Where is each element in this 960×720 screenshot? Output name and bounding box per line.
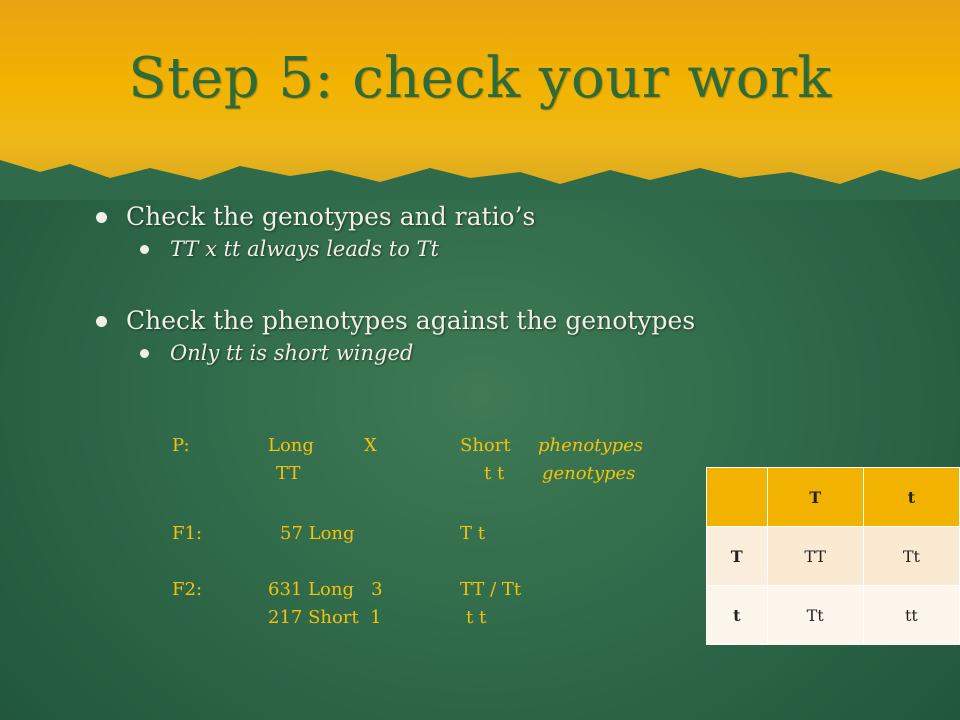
- punnett-row: [707, 586, 960, 645]
- f2-genotype-dominant: TT / Tt: [460, 579, 522, 600]
- bullet-dot-icon: [96, 212, 107, 223]
- p-label: P:: [172, 435, 190, 456]
- p-left-genotype: TT: [276, 463, 301, 484]
- bullet-dot-icon: [96, 316, 107, 327]
- cross-symbol: X: [364, 435, 377, 456]
- bullet-item: [92, 200, 892, 234]
- punnett-row-header: t: [707, 586, 768, 645]
- sub-bullet-text: TT x tt always leads to Tt: [170, 237, 439, 261]
- f1-genotype: T t: [460, 523, 485, 544]
- punnett-col-header: T: [767, 468, 863, 527]
- bullet-text: Check the phenotypes against the genotypes: [126, 306, 696, 335]
- f2-label: F2:: [172, 579, 203, 600]
- f2-phenotype-long: 631 Long 3: [268, 579, 383, 600]
- punnett-cell: Tt: [767, 586, 863, 645]
- sub-bullet-text: Only tt is short winged: [170, 341, 414, 365]
- punnett-row: [707, 527, 960, 586]
- punnett-square: [706, 467, 960, 645]
- genotypes-note: genotypes: [542, 463, 636, 484]
- sub-bullet-item: [130, 338, 892, 368]
- f2-phenotype-short: 217 Short 1: [268, 607, 382, 628]
- p-left-phenotype: Long: [268, 435, 314, 456]
- p-right-phenotype: Short: [460, 435, 511, 456]
- punnett-col-header: t: [863, 468, 959, 527]
- punnett-header-row: [707, 468, 960, 527]
- punnett-cell: tt: [863, 586, 959, 645]
- p-right-genotype: t t: [484, 463, 505, 484]
- f2-genotype-recessive: t t: [466, 607, 487, 628]
- punnett-row-header: T: [707, 527, 768, 586]
- f1-label: F1:: [172, 523, 203, 544]
- sub-bullet-item: [130, 234, 892, 264]
- punnett-cell: Tt: [863, 527, 959, 586]
- banner-rough-edge: [0, 150, 960, 200]
- bullet-text: Check the genotypes and ratio’s: [126, 202, 536, 231]
- f1-phenotype: 57 Long: [280, 523, 355, 544]
- bullet-item: [92, 304, 892, 338]
- slide-title: Step 5: check your work: [128, 46, 832, 111]
- bullet-dot-icon: [140, 349, 149, 358]
- punnett-corner: [707, 468, 768, 527]
- bullet-list: [92, 200, 892, 368]
- punnett-cell: TT: [767, 527, 863, 586]
- bullet-dot-icon: [140, 245, 149, 254]
- phenotypes-note: phenotypes: [538, 435, 644, 456]
